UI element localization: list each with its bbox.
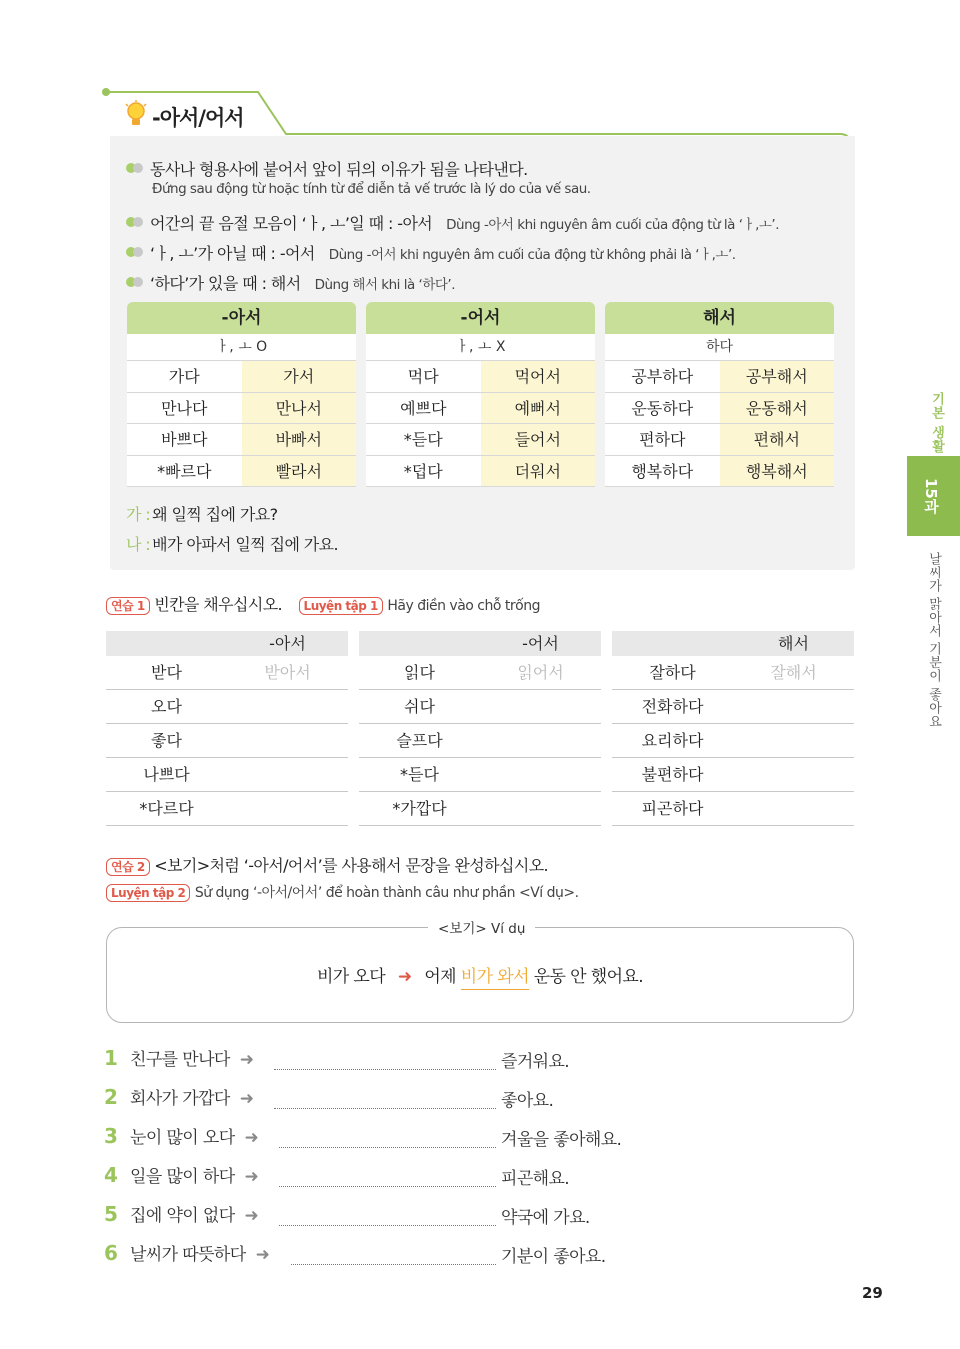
- base-form: *다르다: [139, 799, 194, 818]
- table-head: -어서: [366, 302, 595, 334]
- exercise-item: [104, 1201, 258, 1226]
- table-row: [612, 724, 854, 758]
- speaker-label: 나 :: [126, 535, 151, 554]
- table-condition: 하다: [605, 334, 834, 361]
- item-prompt: 친구를 만나다: [130, 1050, 230, 1070]
- side-lesson-title: 날씨가 맑아서 기분이 좋아요: [926, 552, 941, 728]
- table-row: [127, 393, 356, 425]
- answer-blank[interactable]: [480, 758, 601, 791]
- table-row: [605, 393, 834, 425]
- table-condition: ㅏ, ㅗ O: [127, 334, 356, 361]
- speaker-label: 가 :: [126, 505, 151, 524]
- item-number: 1: [104, 1046, 118, 1070]
- practice-2-badge-vi: Luyện tập 2: [106, 884, 190, 902]
- arrow-right-icon: ➜: [244, 1128, 259, 1148]
- base-form: *듣다: [400, 765, 439, 784]
- practice-table-aseo: [106, 631, 348, 826]
- bullet-dot-icon: [126, 247, 144, 257]
- side-section-label: 기본 생활: [929, 392, 944, 454]
- grammar-title: -아서/어서: [152, 106, 244, 130]
- conjugated-form: 공부해서: [720, 361, 835, 392]
- table-head: -아서: [127, 302, 356, 334]
- table-head-label: 해서: [778, 634, 809, 653]
- item-number: 4: [104, 1163, 118, 1187]
- table-row: [127, 456, 356, 488]
- example-highlight: 비가 와서: [461, 967, 529, 990]
- item-number: 5: [104, 1202, 118, 1226]
- base-form: 만나다: [127, 393, 242, 424]
- base-form: 가다: [127, 361, 242, 392]
- rule-3: [126, 241, 736, 264]
- example-pre: 어제: [424, 967, 456, 987]
- table-row: [605, 424, 834, 456]
- table-row: [366, 361, 595, 393]
- exercise-item: [104, 1045, 253, 1070]
- practice-1-badge-vi: Luyện tập 1: [299, 597, 383, 615]
- conjugated-form: 예뻐서: [481, 393, 596, 424]
- table-row: [106, 724, 348, 758]
- answer-blank[interactable]: [733, 690, 854, 723]
- base-form: 오다: [151, 697, 182, 716]
- conjugated-form: 들어서: [481, 424, 596, 455]
- conjugated-form: 만나서: [242, 393, 357, 424]
- conjugation-table-haeseo: [605, 302, 834, 487]
- table-row: [359, 656, 601, 690]
- table-row: [127, 424, 356, 456]
- rule-1: [126, 157, 528, 180]
- answer-blank-line[interactable]: [279, 1147, 496, 1148]
- table-row: [605, 361, 834, 393]
- base-form: 공부하다: [605, 361, 720, 392]
- item-prompt: 집에 약이 없다: [130, 1206, 235, 1226]
- rule-text: 동사나 형용사에 붙어서 앞이 뒤의 이유가 됨을 나타낸다.: [150, 160, 528, 179]
- arrow-right-icon: ➜: [244, 1167, 259, 1187]
- answer-blank-line[interactable]: [274, 1069, 496, 1070]
- table-row: [366, 393, 595, 425]
- base-form: 잘하다: [649, 663, 696, 682]
- practice-1-instruction-vi: Hãy điền vào chỗ trống: [387, 598, 540, 614]
- arrow-right-icon: ➜: [239, 1050, 254, 1070]
- item-ending: 기분이 좋아요.: [501, 1247, 606, 1267]
- base-form: 바쁘다: [127, 424, 242, 455]
- exercise-item: [104, 1240, 269, 1265]
- base-form: 불편하다: [641, 765, 704, 784]
- practice-table-haeseo: [612, 631, 854, 826]
- table-row: [359, 758, 601, 792]
- practice-2-title-vi: [106, 882, 579, 902]
- arrow-right-icon: ➜: [255, 1245, 270, 1265]
- rule-2: [126, 211, 779, 234]
- table-head: [106, 631, 348, 656]
- dialog-text: 왜 일찍 집에 가요?: [152, 505, 278, 524]
- base-form: 예쁘다: [366, 393, 481, 424]
- item-number: 6: [104, 1241, 118, 1265]
- base-form: 쉬다: [404, 697, 435, 716]
- conjugation-table-aseo: [127, 302, 356, 487]
- dialog-line-1: [126, 502, 277, 525]
- base-form: 행복하다: [605, 456, 720, 487]
- conjugated-form: 더워서: [481, 456, 596, 487]
- item-prompt: 회사가 가깝다: [130, 1089, 230, 1109]
- rule-1-vietnamese: Đứng sau động từ hoặc tính từ để diễn tả vế trước là lý do của vế sau.: [152, 181, 591, 197]
- item-ending: 약국에 가요.: [501, 1208, 590, 1228]
- rule-text: ‘하다’가 있을 때 : 해서: [150, 274, 301, 293]
- answer-example: 받아서: [264, 663, 311, 682]
- conjugated-form: 빨라서: [242, 456, 357, 487]
- answer-blank[interactable]: [733, 724, 854, 757]
- base-form: 좋다: [151, 731, 182, 750]
- page-number: 29: [862, 1284, 883, 1302]
- example-label: <보기> Ví dụ: [428, 917, 535, 937]
- conjugated-form: 편해서: [720, 424, 835, 455]
- answer-blank[interactable]: [227, 724, 348, 757]
- base-form: 슬프다: [396, 731, 443, 750]
- table-row: [605, 456, 834, 488]
- table-row: [106, 656, 348, 690]
- table-row: [612, 690, 854, 724]
- arrow-right-icon: ➜: [244, 1206, 259, 1226]
- answer-blank-line[interactable]: [279, 1225, 496, 1226]
- table-row: [106, 690, 348, 724]
- table-condition: ㅏ, ㅗ X: [366, 334, 595, 361]
- answer-blank[interactable]: [733, 792, 854, 825]
- answer-blank-line[interactable]: [279, 1186, 496, 1187]
- example-sentence: [0, 962, 960, 987]
- example-given: 비가 오다: [316, 967, 386, 987]
- table-row: [106, 792, 348, 826]
- practice-2-badge: 연습 2: [106, 858, 150, 876]
- answer-blank[interactable]: [480, 690, 601, 723]
- table-row: [366, 424, 595, 456]
- answer-blank[interactable]: [480, 792, 601, 825]
- item-prompt: 눈이 많이 오다: [130, 1128, 235, 1148]
- conjugated-form: 행복해서: [720, 456, 835, 487]
- table-row: [127, 361, 356, 393]
- practice-1-title: [106, 592, 540, 615]
- conjugated-form: 바빠서: [242, 424, 357, 455]
- item-ending: 즐거워요.: [501, 1052, 570, 1072]
- base-form: *듣다: [366, 424, 481, 455]
- base-form: 받다: [151, 663, 182, 682]
- bullet-dot-icon: [126, 217, 144, 227]
- table-head: [359, 631, 601, 656]
- rule-vietnamese: Dùng 해서 khi là ‘하다’.: [314, 277, 455, 293]
- side-lesson-tab: [907, 456, 960, 536]
- item-ending: 겨울을 좋아해요.: [501, 1130, 622, 1150]
- item-ending: 피곤해요.: [501, 1169, 570, 1189]
- item-prompt: 일을 많이 하다: [130, 1167, 235, 1187]
- answer-example: 읽어서: [517, 663, 564, 682]
- exercise-item: [104, 1162, 258, 1187]
- base-form: 운동하다: [605, 393, 720, 424]
- table-head: [612, 631, 854, 656]
- example-post: 운동 안 했어요.: [533, 967, 644, 987]
- table-row: [359, 792, 601, 826]
- exercise-item: [104, 1123, 258, 1148]
- bullet-dot-icon: [126, 277, 144, 287]
- practice-2-instruction-vi: Sử dụng ‘-아서/어서’ để hoàn thành câu như phần <Ví dụ>.: [194, 885, 579, 901]
- table-row: [612, 758, 854, 792]
- base-form: 요리하다: [641, 731, 704, 750]
- conjugated-form: 가서: [242, 361, 357, 392]
- answer-example: 잘해서: [770, 663, 817, 682]
- base-form: 나쁘다: [143, 765, 190, 784]
- answer-blank[interactable]: [733, 758, 854, 791]
- answer-blank[interactable]: [227, 758, 348, 791]
- answer-blank-line[interactable]: [274, 1108, 496, 1109]
- base-form: 편하다: [605, 424, 720, 455]
- base-form: *가깝다: [392, 799, 447, 818]
- rule-text: 어간의 끝 음절 모음이 ‘ㅏ, ㅗ’일 때 : -아서: [150, 214, 433, 233]
- rule-text: ‘ㅏ, ㅗ’가 아닐 때 : -어서: [150, 244, 315, 263]
- dialog-line-2: [126, 532, 338, 555]
- table-head: 해서: [605, 302, 834, 334]
- arrow-right-icon: ➜: [239, 1089, 254, 1109]
- table-head-label: -어서: [522, 634, 559, 653]
- base-form: *빠르다: [127, 456, 242, 487]
- item-number: 3: [104, 1124, 118, 1148]
- item-ending: 좋아요.: [501, 1091, 554, 1111]
- table-head-label: -아서: [269, 634, 306, 653]
- rule-vietnamese: Dùng -아서 khi nguyên âm cuối của động từ là ‘ㅏ,ㅗ’.: [446, 217, 779, 233]
- practice-1-instruction: 빈칸을 채우십시오.: [154, 595, 283, 614]
- practice-2-instruction: <보기>처럼 ‘-아서/어서’를 사용해서 문장을 완성하십시오.: [154, 856, 549, 875]
- bullet-dot-icon: [126, 163, 144, 173]
- practice-2-title: [106, 853, 548, 876]
- item-number: 2: [104, 1085, 118, 1109]
- rule-vietnamese: Dùng -어서 khi nguyên âm cuối của động từ không phải là ‘ㅏ,ㅗ’.: [328, 247, 736, 263]
- answer-blank-line[interactable]: [291, 1264, 496, 1265]
- table-row: [359, 724, 601, 758]
- rule-4: [126, 271, 455, 294]
- table-row: [612, 656, 854, 690]
- practice-table-eoseo: [359, 631, 601, 826]
- exercise-item: [104, 1084, 253, 1109]
- conjugated-form: 운동해서: [720, 393, 835, 424]
- table-row: [612, 792, 854, 826]
- table-row: [106, 758, 348, 792]
- base-form: *덥다: [366, 456, 481, 487]
- conjugation-table-eoseo: [366, 302, 595, 487]
- item-prompt: 날씨가 따뜻하다: [130, 1245, 246, 1265]
- conjugated-form: 먹어서: [481, 361, 596, 392]
- side-lesson-number: 15과: [922, 478, 940, 514]
- arrow-right-icon: ➜: [397, 967, 412, 987]
- table-row: [359, 690, 601, 724]
- lightbulb-icon: [124, 100, 148, 130]
- answer-blank[interactable]: [227, 690, 348, 723]
- table-row: [366, 456, 595, 488]
- base-form: 피곤하다: [641, 799, 704, 818]
- base-form: 전화하다: [641, 697, 704, 716]
- practice-1-badge: 연습 1: [106, 597, 150, 615]
- base-form: 읽다: [404, 663, 435, 682]
- answer-blank[interactable]: [227, 792, 348, 825]
- dialog-text: 배가 아파서 일찍 집에 가요.: [152, 535, 338, 554]
- base-form: 먹다: [366, 361, 481, 392]
- answer-blank[interactable]: [480, 724, 601, 757]
